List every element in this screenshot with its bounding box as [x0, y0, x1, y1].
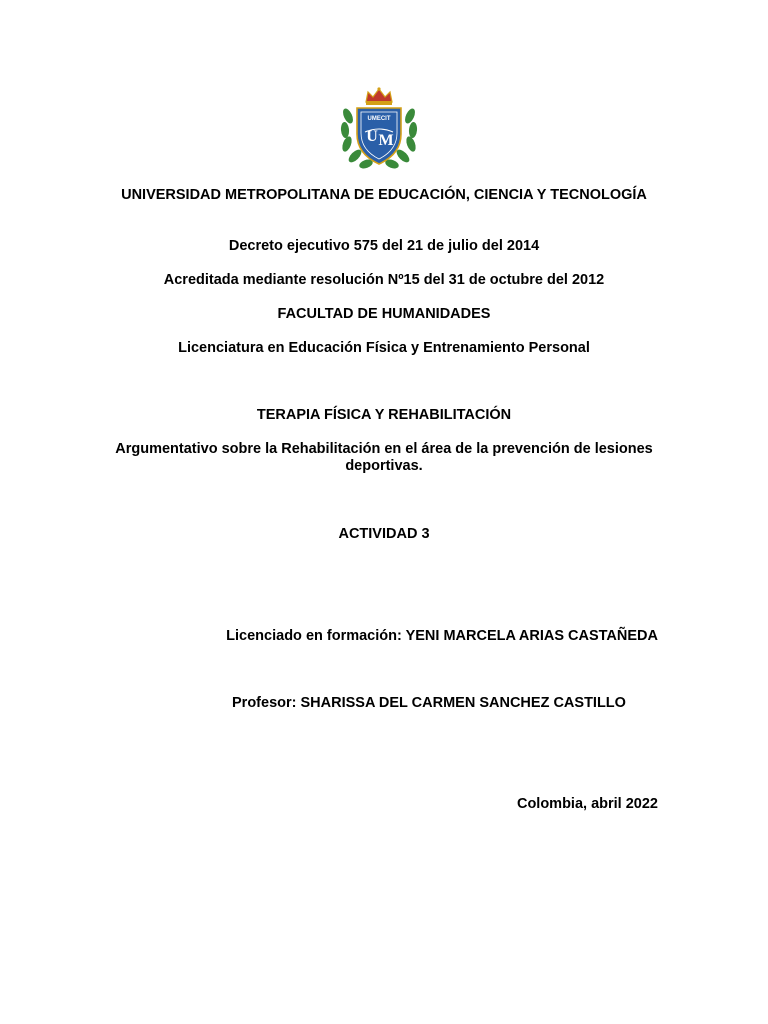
crown-icon — [366, 87, 392, 105]
logo-text: UMECIT — [367, 116, 391, 122]
course-topic: Argumentativo sobre la Rehabilitación en el área de la prevención de lesiones deportivas. — [115, 441, 653, 474]
faculty-name: FACULTAD DE HUMANIDADES — [277, 306, 491, 322]
logo-initial-m: M — [378, 132, 394, 149]
university-crest-icon — [338, 86, 420, 172]
accreditation-line: Acreditada mediante resolución Nº15 del 31 de octubre del 2012 — [163, 272, 605, 288]
decree-line: Decreto ejecutivo 575 del 21 de julio del 2014 — [228, 238, 540, 254]
place-date: Colombia, abril 2022 — [516, 796, 658, 812]
student-line: Licenciado en formación: YENI MARCELA ARIAS CASTAÑEDA — [226, 628, 658, 644]
university-name: UNIVERSIDAD METROPOLITANA DE EDUCACIÓN, CIENCIA Y TECNOLOGÍA — [121, 187, 647, 203]
logo-initial-u: U — [366, 128, 378, 145]
activity-title: ACTIVIDAD 3 — [338, 526, 430, 542]
program-name: Licenciatura en Educación Física y Entrenamiento Personal — [178, 340, 590, 356]
teacher-line: Profesor: SHARISSA DEL CARMEN SANCHEZ CASTILLO — [232, 695, 626, 711]
course-name: TERAPIA FÍSICA Y REHABILITACIÓN — [256, 407, 512, 423]
